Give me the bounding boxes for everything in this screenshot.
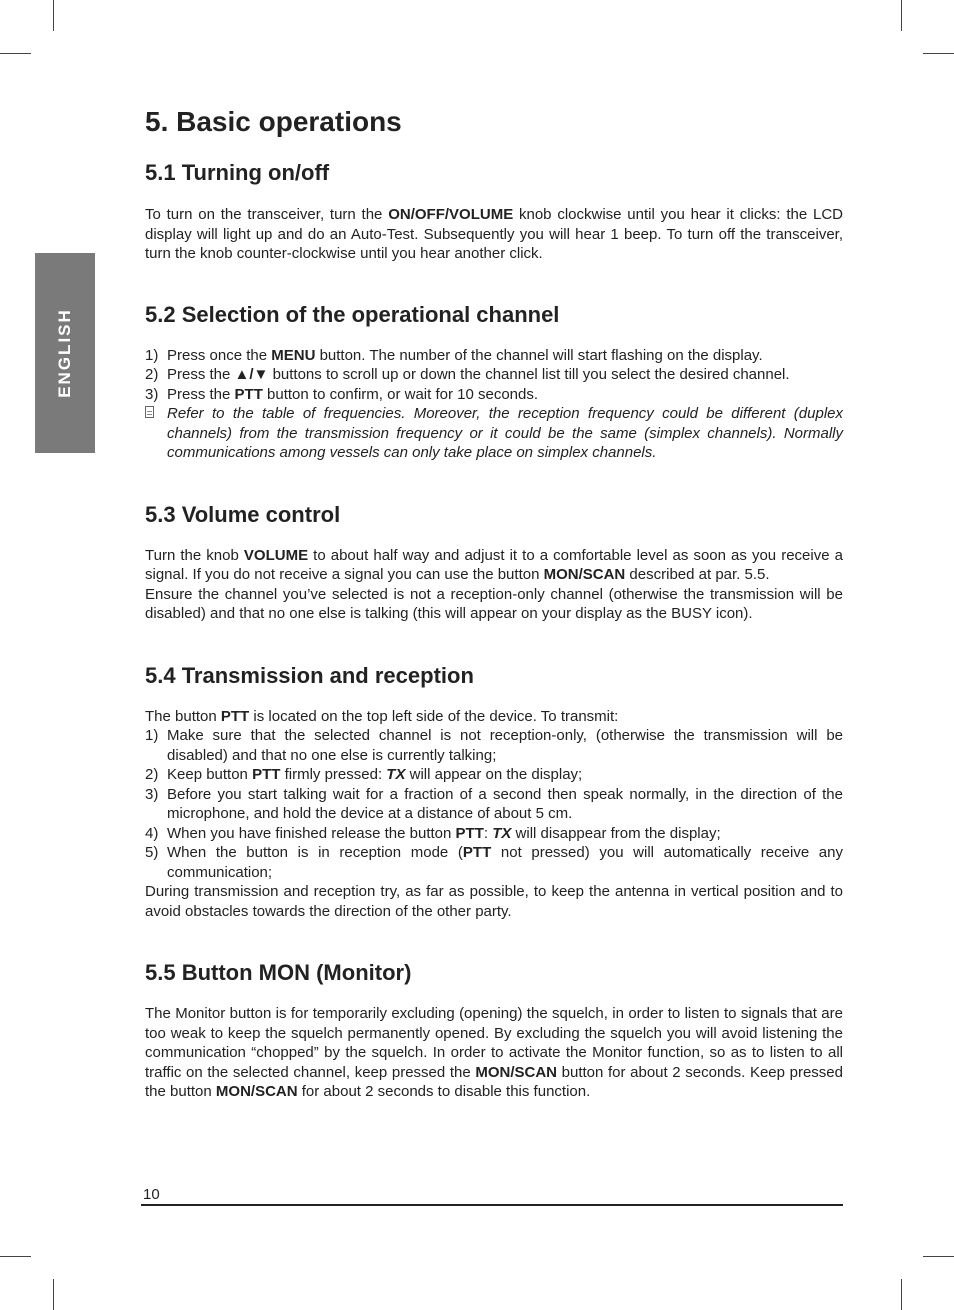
crop-mark	[901, 1279, 902, 1310]
crop-mark	[0, 53, 31, 54]
footer-rule	[141, 1204, 843, 1206]
language-tab	[35, 253, 95, 453]
paragraph: Ensure the channel you’ve selected is not a reception-only channel (otherwise the transmission will be disabled) and that no one else is talking (this will appear on your display as the BUSY icon).	[145, 585, 843, 622]
note-icon	[145, 406, 154, 418]
crop-mark	[0, 1256, 31, 1257]
list-item: 3) Press the PTT button to confirm, or wait for 10 seconds.	[145, 385, 539, 403]
page-number: 10	[143, 1186, 160, 1203]
paragraph: During transmission and reception try, as far as possible, to keep the antenna in vertical position and to avoid obstacles towards the direction of the other party.	[145, 883, 843, 920]
steps-list	[145, 346, 843, 405]
list-item: 2) Press the ▲/▼ buttons to scroll up or down the channel list till you select the desired channel.	[145, 366, 790, 383]
note	[145, 404, 843, 463]
crop-mark	[53, 0, 54, 31]
steps-list	[145, 726, 843, 882]
paragraph: The Monitor button is for temporarily excluding (opening) the squelch, in order to listen to signals that are too weak to keep the squelch permanently opened. By excluding the squelch you will avoid listening the communication “chopped” by the squelch. In order to activate the Monitor function, so as to listen to all traffic on the selected channel, keep pressed the MON/SCAN button for about 2 seconds. Keep pressed the button MON/SCAN for about 2 seconds to disable this function.	[145, 1005, 843, 1100]
list-item: 4) When you have finished release the button PTT: TX will disappear from the display;	[145, 824, 721, 842]
crop-mark	[923, 1256, 954, 1257]
section-heading-button-mon: 5.5 Button MON (Monitor)	[145, 960, 412, 985]
crop-mark	[901, 0, 902, 31]
paragraph: Turn the knob VOLUME to about half way and adjust it to a comfortable level as soon as you receive a signal. If you do not receive a signal you can use the button MON/SCAN described at par. 5.5.	[145, 546, 843, 583]
page-content	[145, 100, 843, 1102]
crop-mark	[53, 1279, 54, 1310]
paragraph: The button PTT is located on the top left side of the device. To transmit:	[145, 707, 619, 725]
section-heading-turning-on-off: 5.1 Turning on/off	[145, 160, 330, 185]
language-tab-label: ENGLISH	[55, 308, 74, 398]
list-item: 2) Keep button PTT firmly pressed: TX will appear on the display;	[145, 766, 583, 783]
section-heading-channel-selection: 5.2 Selection of the operational channel	[145, 301, 560, 327]
list-item: 1) Press once the MENU button. The number of the channel will start flashing on the display.	[145, 346, 763, 364]
section-heading-volume-control: 5.3 Volume control	[145, 501, 341, 527]
list-item: 3) Before you start talking wait for a fraction of a second then speak normally, in the direction of the microphone, and hold the device at a distance of about 5 cm.	[145, 785, 843, 822]
section-heading-transmission-reception: 5.4 Transmission and reception	[145, 662, 474, 688]
note-text: Refer to the table of frequencies. Moreover, the reception frequency could be different (duplex channels) from the transmission frequency or it could be the same (simplex channels). Normally communications among vessels can only take place on simplex channels.	[167, 405, 843, 461]
crop-mark	[923, 53, 954, 54]
list-item: 5) When the button is in reception mode (PTT not pressed) you will automatically receive any communication;	[145, 844, 843, 881]
arrow-up-down-icon: ▲/▼	[234, 366, 269, 383]
paragraph: To turn on the transceiver, turn the ON/OFF/VOLUME knob clockwise until you hear it clicks: the LCD display will light up and do an Auto-Test. Subsequently you will hear 1 beep. To turn off the transceiver, turn the knob counter-clockwise until you hear another click.	[145, 206, 843, 262]
list-item: 1) Make sure that the selected channel is not reception-only, (otherwise the transmission will be disabled) and that no one else is currently talking;	[145, 727, 843, 764]
page-title: 5. Basic operations	[145, 106, 402, 137]
